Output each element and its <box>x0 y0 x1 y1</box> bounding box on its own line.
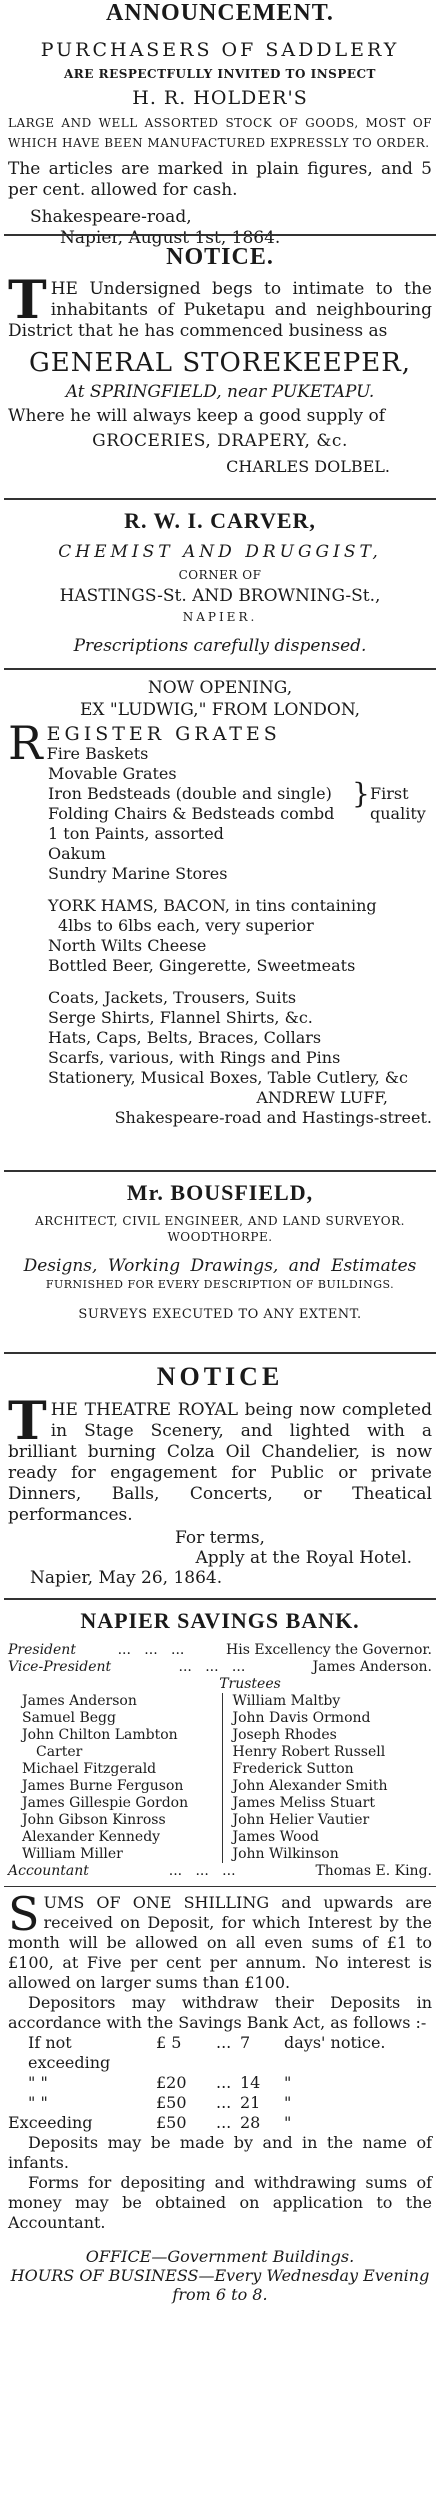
divider <box>4 498 436 500</box>
trustees-left <box>8 1693 222 1863</box>
divider <box>4 1886 436 1887</box>
trustee: Alexander Kennedy <box>22 1829 161 1845</box>
luff-item: Bottled Beer, Gingerette, Sweetmeats <box>48 956 356 975</box>
luff-address: Shakespeare-road and Hastings-street. <box>114 1108 432 1127</box>
bank-body1-text: UMS OF ONE SHILLING and upwards are received on Deposit, for which Interest by the month will be allowed on all even sums of £1 to £100, at Five per cent per annum. No interest is allowed on larger sums than £100. <box>8 1893 432 1992</box>
bousfield-ad <box>0 1174 440 1322</box>
dolbel-dropcap: T <box>8 270 47 331</box>
dolbel-body <box>0 270 440 342</box>
notice-cond: Exceeding <box>8 2113 93 2132</box>
dolbel-body-text: HE Undersigned begs to intimate to the inhabitants of Puketapu and neighbouring District that he has commenced business as <box>8 279 432 341</box>
notice-amount: £50 <box>156 2113 187 2132</box>
notice-unit: days' notice. <box>284 2033 386 2052</box>
trustee: John Wilkinson <box>232 1846 339 1862</box>
luff-item: Coats, Jackets, Trousers, Suits <box>48 988 297 1007</box>
carver-name: R. W. I. CARVER, <box>124 508 316 533</box>
dolbel-goods: GROCERIES, DRAPERY, &c. <box>92 431 348 451</box>
saddlery-title: ANNOUNCEMENT. <box>106 0 334 26</box>
trustee: John Chilton Lambton <box>22 1727 178 1743</box>
bank-ad <box>0 1602 440 2304</box>
dots: ... ... ... <box>117 1642 185 1658</box>
bousfield-surveys: SURVEYS EXECUTED TO ANY EXTENT. <box>78 1307 362 1322</box>
notice-row <box>28 2033 440 2073</box>
luff-ad <box>0 672 440 1128</box>
luff-item: Oakum <box>48 844 106 863</box>
bank-vp-label: Vice-President <box>8 1659 112 1675</box>
divider <box>4 1170 436 1172</box>
notice-amount: £20 <box>156 2073 187 2092</box>
theatre-ad <box>0 1356 440 1588</box>
bank-president-row <box>8 1642 432 1659</box>
theatre-title: NOTICE <box>156 1362 284 1391</box>
notice-days: 14 <box>240 2073 261 2092</box>
luff-item: Folding Chairs & Bedsteads combd <box>48 804 335 823</box>
trustee: James Anderson <box>22 1693 137 1709</box>
divider <box>4 1598 436 1600</box>
divider <box>4 668 436 670</box>
bank-office: OFFICE—Government Buildings. <box>85 2247 355 2266</box>
luff-headline <box>0 716 440 770</box>
divider <box>4 234 436 236</box>
dots: ... <box>216 2093 232 2112</box>
carver-town: NAPIER. <box>182 610 258 624</box>
saddlery-place: Shakespeare-road, <box>30 207 192 227</box>
carver-streets: HASTINGS-St. AND BROWNING-St., <box>59 586 381 606</box>
luff-ex: EX "LUDWIG," FROM LONDON, <box>79 700 361 720</box>
bousfield-furnished: FURNISHED FOR EVERY DESCRIPTION OF BUILDINGS. <box>45 1278 395 1291</box>
carver-tagline: Prescriptions carefully dispensed. <box>73 636 367 656</box>
luff-item: Fire Baskets <box>46 744 149 763</box>
luff-items2 <box>0 936 440 976</box>
bank-hours: HOURS OF BUSINESS—Every Wednesday Evening <box>10 2266 430 2285</box>
luff-item: Movable Grates <box>48 764 177 783</box>
bank-body1 <box>0 1887 440 1993</box>
trustee: Joseph Rhodes <box>232 1727 337 1743</box>
trustee: Henry Robert Russell <box>232 1744 386 1760</box>
luff-item: Iron Bedsteads (double and single) <box>48 784 332 803</box>
bank-body3: Deposits may be made by and in the name of infants. <box>8 2133 432 2172</box>
theatre-terms: For terms, <box>175 1528 265 1548</box>
bank-body4: Forms for depositing and withdrawing sums of money may be obtained on application to the Accountant. <box>8 2173 432 2232</box>
dolbel-place: At SPRINGFIELD, near PUKETAPU. <box>65 382 375 402</box>
saddlery-line2: ARE RESPECTFULLY INVITED TO INSPECT <box>63 67 376 81</box>
trustee: John Gibson Kinross <box>22 1812 166 1828</box>
bank-officers <box>0 1642 440 1880</box>
bank-accountant: Thomas E. King. <box>315 1863 432 1879</box>
bank-accountant-label: Accountant <box>8 1863 89 1879</box>
trustee: William Maltby <box>232 1693 341 1709</box>
trustee: James Burne Ferguson <box>22 1778 184 1794</box>
luff-hams2: 4lbs to 6lbs each, very superior <box>58 916 314 935</box>
bank-body2: Depositors may withdraw their Deposits in accordance with the Savings Bank Act, as follows :- <box>8 1993 432 2032</box>
dolbel-ad <box>0 238 440 476</box>
notice-days: 28 <box>240 2113 261 2132</box>
notice-row <box>28 2093 440 2113</box>
trustee: Michael Fitzgerald <box>22 1761 157 1777</box>
trustee: William Miller <box>22 1846 123 1862</box>
luff-dropcap: R <box>8 716 43 770</box>
bank-vp-row <box>8 1659 432 1676</box>
bousfield-name: Mr. BOUSFIELD, <box>126 1180 314 1205</box>
luff-headline-text: EGISTER GRATES <box>46 723 281 745</box>
theatre-body-text: HE THEATRE ROYAL being now completed in Stage Scenery, and lighted with a brilliant burning Colza Oil Chandelier, is now ready for engagement for Public or private Dinners, Balls, Concerts, or Theatical performances. <box>8 1400 432 1525</box>
notice-cond: " " <box>28 2073 48 2092</box>
notice-row <box>28 2073 440 2093</box>
bank-title: NAPIER SAVINGS BANK. <box>80 1608 360 1633</box>
saddlery-line4: LARGE AND WELL ASSORTED STOCK OF GOODS, MOST OF WHICH HAVE BEEN MANUFACTURED EXPRESSLY TO ORDER. <box>8 116 432 150</box>
divider <box>4 1352 436 1354</box>
dolbel-trade: GENERAL STOREKEEPER, <box>28 348 412 378</box>
bank-accountant-row <box>8 1863 432 1880</box>
bank-hours2: from 6 to 8. <box>172 2285 268 2304</box>
trustee: John Davis Ormond <box>232 1710 371 1726</box>
bank-trustees-label: Trustees <box>219 1676 281 1692</box>
luff-items3 <box>0 988 440 1088</box>
dots: ... ... ... <box>168 1863 236 1879</box>
luff-item: Hats, Caps, Belts, Braces, Collars <box>48 1028 322 1047</box>
carver-corner: CORNER OF <box>178 568 262 582</box>
notice-unit: " <box>284 2073 292 2092</box>
notice-cond: If not exceeding <box>28 2033 111 2072</box>
dolbel-name: CHARLES DOLBEL. <box>226 457 390 476</box>
bank-president-label: President <box>8 1642 76 1658</box>
trustees-right <box>222 1693 433 1863</box>
dots: ... <box>216 2113 232 2132</box>
trustee: Samuel Begg <box>22 1710 116 1726</box>
trustee: James Gillespie Gordon <box>22 1795 189 1811</box>
bank-dropcap: S <box>8 1887 40 1941</box>
notice-unit: " <box>284 2113 292 2132</box>
bank-notice-table <box>0 2033 440 2133</box>
trustee: John Alexander Smith <box>232 1778 388 1794</box>
bank-vp: James Anderson. <box>312 1659 432 1675</box>
bank-president: His Excellency the Governor. <box>226 1642 432 1658</box>
luff-hams: YORK HAMS, BACON, in tins containing <box>48 896 377 915</box>
dots: ... <box>216 2073 232 2092</box>
luff-brace: } <box>352 777 370 810</box>
dots: ... ... ... <box>178 1659 246 1675</box>
saddlery-line3: H. R. HOLDER'S <box>132 87 308 109</box>
notice-unit: " <box>284 2093 292 2112</box>
bousfield-designs: Designs, Working Drawings, and Estimates <box>23 1256 417 1276</box>
theatre-date: Napier, May 26, 1864. <box>30 1568 223 1588</box>
luff-item: Scarfs, various, with Rings and Pins <box>48 1048 341 1067</box>
dolbel-title: NOTICE. <box>166 244 274 270</box>
luff-item: Sundry Marine Stores <box>48 864 228 883</box>
notice-amount: £50 <box>156 2093 187 2112</box>
saddlery-ad <box>0 0 440 249</box>
bank-trustees <box>8 1693 432 1863</box>
notice-days: 7 <box>240 2033 251 2052</box>
theatre-dropcap: T <box>8 1391 47 1452</box>
trustee: James Wood <box>232 1829 319 1845</box>
luff-name: ANDREW LUFF, <box>256 1088 388 1107</box>
notice-cond: " " <box>28 2093 48 2112</box>
bousfield-role: ARCHITECT, CIVIL ENGINEER, AND LAND SURVEYOR. <box>35 1214 405 1228</box>
notice-days: 21 <box>240 2093 261 2112</box>
theatre-body <box>0 1391 440 1526</box>
dots: ... <box>216 2033 232 2052</box>
dolbel-body2: Where he will always keep a good supply of <box>8 406 386 426</box>
trustee: John Helier Vautier <box>232 1812 370 1828</box>
luff-quality2: quality <box>370 804 426 823</box>
notice-amount: £ 5 <box>156 2033 182 2052</box>
luff-items1 <box>0 764 440 884</box>
trustee: Carter <box>36 1744 83 1760</box>
notice-row <box>8 2113 440 2133</box>
luff-item: Serge Shirts, Flannel Shirts, &c. <box>48 1008 313 1027</box>
saddlery-line1: PURCHASERS OF SADDLERY <box>40 39 400 61</box>
saddlery-date: Napier, August 1st, 1864. <box>60 228 281 248</box>
bousfield-place: WOODTHORPE. <box>167 1230 273 1244</box>
carver-ad <box>0 502 440 656</box>
carver-trade: CHEMIST AND DRUGGIST, <box>58 542 382 562</box>
luff-item: Stationery, Musical Boxes, Table Cutlery, &c <box>48 1068 408 1087</box>
luff-now-opening: NOW OPENING, <box>147 678 293 698</box>
luff-item: North Wilts Cheese <box>48 936 207 955</box>
trustee: James Meliss Stuart <box>232 1795 375 1811</box>
luff-quality1: First <box>370 784 409 803</box>
luff-item: 1 ton Paints, assorted <box>48 824 224 843</box>
theatre-apply: Apply at the Royal Hotel. <box>195 1548 412 1568</box>
trustee: Frederick Sutton <box>232 1761 354 1777</box>
saddlery-line5: The articles are marked in plain figures, and 5 per cent. allowed for cash. <box>8 159 432 200</box>
